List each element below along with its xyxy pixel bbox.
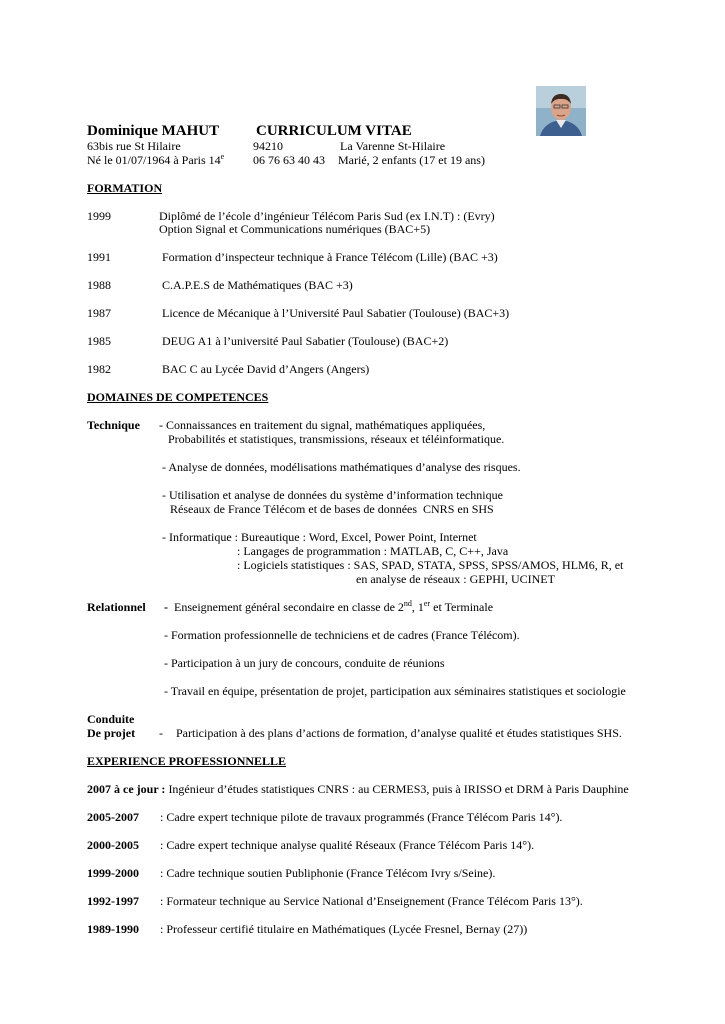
- document-title: CURRICULUM VITAE: [256, 123, 412, 139]
- technique-item: Réseaux de France Télécom et de bases de données CNRS en SHS: [164, 502, 494, 516]
- formation-text: DEUG A1 à l’université Paul Sabatier (Toulouse) (BAC+2): [162, 334, 449, 348]
- formation-text: Formation d’inspecteur technique à France Télécom (Lille) (BAC +3): [162, 250, 498, 264]
- technique-item: en analyse de réseaux : GEPHI, UCINET: [356, 572, 555, 586]
- competences-heading: DOMAINES DE COMPETENCES: [87, 390, 269, 404]
- experience-text: : Professeur certifié titulaire en Mathématiques (Lycée Fresnel, Bernay (27)): [160, 922, 528, 936]
- relationnel-item: - Travail en équipe, présentation de projet, participation aux séminaires statistiques et sociologie: [164, 684, 626, 698]
- address: 63bis rue St Hilaire: [87, 139, 181, 153]
- technique-item: - Connaissances en traitement du signal, mathématiques appliquées,: [159, 418, 486, 432]
- technique-item: - Utilisation et analyse de données du système d’information technique: [162, 488, 503, 502]
- formation-text: BAC C au Lycée David d’Angers (Angers): [162, 362, 370, 376]
- relationnel-item: - Formation professionnelle de techniciens et de cadres (France Télécom).: [164, 628, 520, 642]
- formation-year: 1985: [87, 334, 111, 348]
- portrait-photo: [536, 86, 586, 136]
- formation-year: 1999: [87, 209, 111, 223]
- formation-text: Option Signal et Communications numériques (BAC+5): [159, 222, 431, 236]
- formation-text: Diplômé de l’école d’ingénieur Télécom Paris Sud (ex I.N.T) : (Evry): [159, 209, 495, 223]
- formation-text: C.A.P.E.S de Mathématiques (BAC +3): [162, 278, 353, 292]
- relationnel-label: Relationnel: [87, 600, 146, 614]
- experience-period: 1989-1990: [87, 922, 139, 936]
- phone: 06 76 63 40 43: [253, 153, 325, 167]
- formation-year: 1982: [87, 362, 111, 376]
- technique-item: : Langages de programmation : MATLAB, C, C++, Java: [237, 544, 509, 558]
- experience-text: : Cadre expert technique analyse qualité Réseaux (France Télécom Paris 14°).: [160, 838, 535, 852]
- formation-text: Licence de Mécanique à l’Université Paul Sabatier (Toulouse) (BAC+3): [162, 306, 510, 320]
- technique-item: - Informatique : Bureautique : Word, Excel, Power Point, Internet: [162, 530, 477, 544]
- experience-period: 2005-2007: [87, 810, 139, 824]
- formation-year: 1987: [87, 306, 111, 320]
- conduite-text: Participation à des plans d’actions de formation, d’analyse qualité et études statistiques SHS.: [176, 726, 622, 740]
- birth-info: Né le 01/07/1964 à Paris 14e: [87, 152, 225, 167]
- technique-item: - Analyse de données, modélisations mathématiques d’analyse des risques.: [162, 460, 521, 474]
- postcode: 94210: [253, 139, 283, 153]
- relationnel-item: - Enseignement général secondaire en classe de 2nd, 1er et Terminale: [164, 599, 494, 614]
- candidate-name: Dominique MAHUT: [87, 123, 220, 139]
- technique-label: Technique: [87, 418, 140, 432]
- experience-period: 1999-2000: [87, 866, 139, 880]
- city: La Varenne St-Hilaire: [340, 139, 446, 153]
- experience-item: 2007 à ce jour : Ingénieur d’études statistiques CNRS : au CERMES3, puis à IRISSO et DRM à Paris Dauphine: [87, 782, 629, 796]
- experience-period: 1992-1997: [87, 894, 139, 908]
- experience-heading: EXPERIENCE PROFESSIONNELLE: [87, 754, 287, 768]
- formation-year: 1988: [87, 278, 111, 292]
- family-status: Marié, 2 enfants (17 et 19 ans): [338, 153, 485, 167]
- technique-item: Probabilités et statistiques, transmissions, réseaux et téléinformatique.: [162, 432, 505, 446]
- technique-item: : Logiciels statistiques : SAS, SPAD, STATA, SPSS, SPSS/AMOS, HLM6, R, et: [237, 558, 624, 572]
- conduite-label: Conduite: [87, 712, 135, 726]
- conduite-label: De projet: [87, 726, 136, 740]
- relationnel-item: - Participation à un jury de concours, conduite de réunions: [164, 656, 445, 670]
- experience-text: : Cadre expert technique pilote de travaux programmés (France Télécom Paris 14°).: [160, 810, 563, 824]
- experience-text: : Formateur technique au Service National d’Enseignement (France Télécom Paris 13°).: [160, 894, 583, 908]
- experience-period: 2000-2005: [87, 838, 139, 852]
- formation-year: 1991: [87, 250, 111, 264]
- experience-text: : Cadre technique soutien Publiphonie (France Télécom Ivry s/Seine).: [160, 866, 496, 880]
- conduite-dash: -: [159, 726, 163, 740]
- formation-heading: FORMATION: [87, 181, 163, 195]
